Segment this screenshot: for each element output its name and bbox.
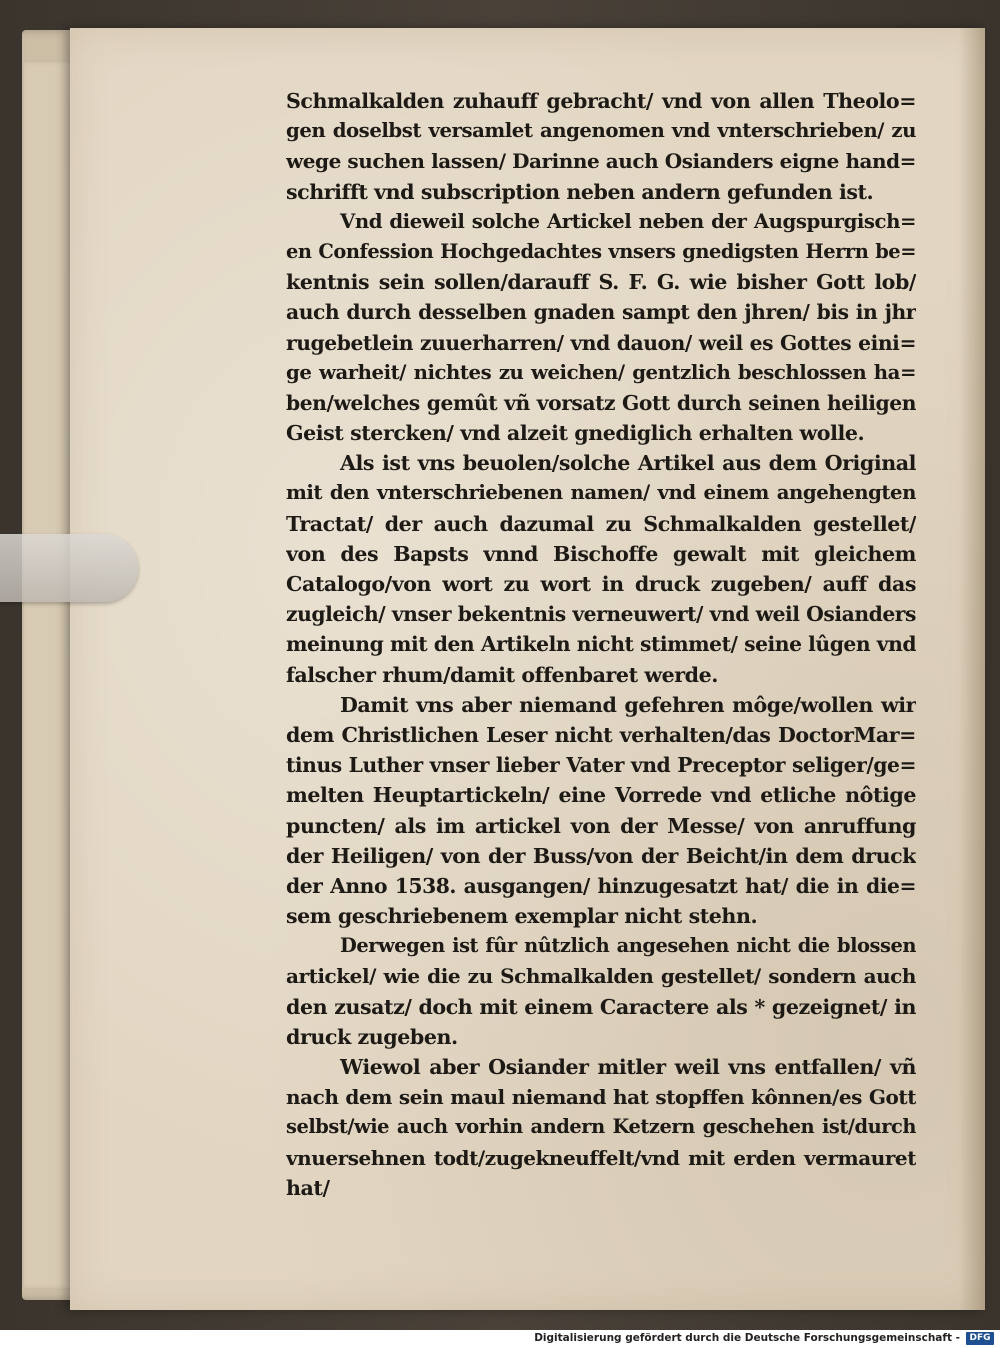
text-line: den zusatz/ doch mit einem Caractere als * gezeignet/ in <box>286 994 916 1019</box>
text-line: ben/welches gemût vñ vorsatz Gott durch seinen heiligen <box>286 390 916 415</box>
text-line: Derwegen ist fûr nûtzlich angesehen nicht die blossen <box>340 934 916 958</box>
text-line: dem Christlichen Leser nicht verhalten/das DoctorMar= <box>286 722 916 747</box>
text-line: Schmalkalden zuhauff gebracht/ vnd von allen Theolo= <box>286 89 916 113</box>
text-line: Tractat/ der auch dazumal zu Schmalkalden gestellet/ <box>286 511 916 536</box>
text-line: Catalogo/von wort zu wort in druck zugeben/ auff das <box>286 572 916 596</box>
text-line: puncten/ als im artickel von der Messe/ von anruffung <box>286 813 916 838</box>
text-line: meinung mit den Artikeln nicht stimmet/ seine lûgen vnd <box>286 632 916 657</box>
text-line: en Confession Hochgedachtes vnsers gnedigsten Herrn be= <box>286 239 916 263</box>
text-line: Geist stercken/ vnd alzeit gnediglich erhalten wolle. <box>286 421 865 446</box>
text-line: schrifft vnd subscription neben andern gefunden ist. <box>286 179 874 204</box>
text-line: wege suchen lassen/ Darinne auch Osianders eigne hand= <box>286 149 916 174</box>
text-line: kentnis sein sollen/darauff S. F. G. wie bisher Gott lob/ <box>286 270 916 295</box>
text-line: ge warheit/ nichtes zu weichen/ gentzlich beschlossen ha= <box>286 360 916 384</box>
text-line: gen doselbst versamlet angenomen vnd vnterschrieben/ zu <box>286 119 916 143</box>
text-line: hat/ <box>286 1175 330 1200</box>
text-line: Damit vns aber niemand gefehren môge/wollen wir <box>340 692 916 717</box>
text-line: Wiewol aber Osiander mitler weil vns entfallen/ vñ <box>340 1055 916 1079</box>
text-line: auch durch desselben gnaden sampt den jhren/ bis in jhr <box>286 300 916 325</box>
page-text <box>286 86 916 1203</box>
text-line: von des Bapsts vnnd Bischoffe gewalt mit gleichem <box>286 541 916 566</box>
text-line: melten Heuptartickeln/ eine Vorrede vnd etliche nôtige <box>286 783 916 808</box>
binding-edge <box>24 60 76 1290</box>
text-line: rugebetlein zuuerharren/ vnd dauon/ weil es Gottes eini= <box>286 330 916 355</box>
text-line: falscher rhum/damit offenbaret werde. <box>286 662 719 687</box>
dfg-logo: DFG <box>966 1332 994 1345</box>
text-line: nach dem sein maul niemand hat stopffen kônnen/es Gott <box>286 1085 916 1110</box>
text-line: der Anno 1538. ausgangen/ hinzugesatzt hat/ die in die= <box>286 873 916 898</box>
text-line: Vnd dieweil solche Artickel neben der Augspurgisch= <box>340 209 916 233</box>
funding-credit: Digitalisierung gefördert durch die Deutsche Forschungsgemeinschaft - <box>534 1332 960 1344</box>
text-line: mit den vnterschriebenen namen/ vnd einem angehengten <box>286 481 916 505</box>
text-line: druck zugeben. <box>286 1024 458 1049</box>
page-marker-tab <box>0 534 138 602</box>
footer-bar <box>0 1330 1000 1348</box>
text-line: selbst/wie auch vorhin andern Ketzern geschehen ist/durch <box>286 1115 916 1139</box>
text-line: zugleich/ vnser bekentnis verneuwert/ vnd weil Osianders <box>286 602 916 627</box>
page-gutter-shadow <box>959 28 985 1310</box>
text-line: artickel/ wie die zu Schmalkalden gestellet/ sondern auch <box>286 964 916 989</box>
text-line: sem geschriebenem exemplar nicht stehn. <box>286 904 758 929</box>
text-line: tinus Luther vnser lieber Vater vnd Preceptor seliger/ge= <box>286 753 916 778</box>
text-line: der Heiligen/ von der Buss/von der Beicht/in dem druck <box>286 843 916 868</box>
text-line: Als ist vns beuolen/solche Artikel aus dem Original <box>340 451 916 476</box>
text-line: vnuersehnen todt/zugekneuffelt/vnd mit erden vermauret <box>286 1145 916 1170</box>
